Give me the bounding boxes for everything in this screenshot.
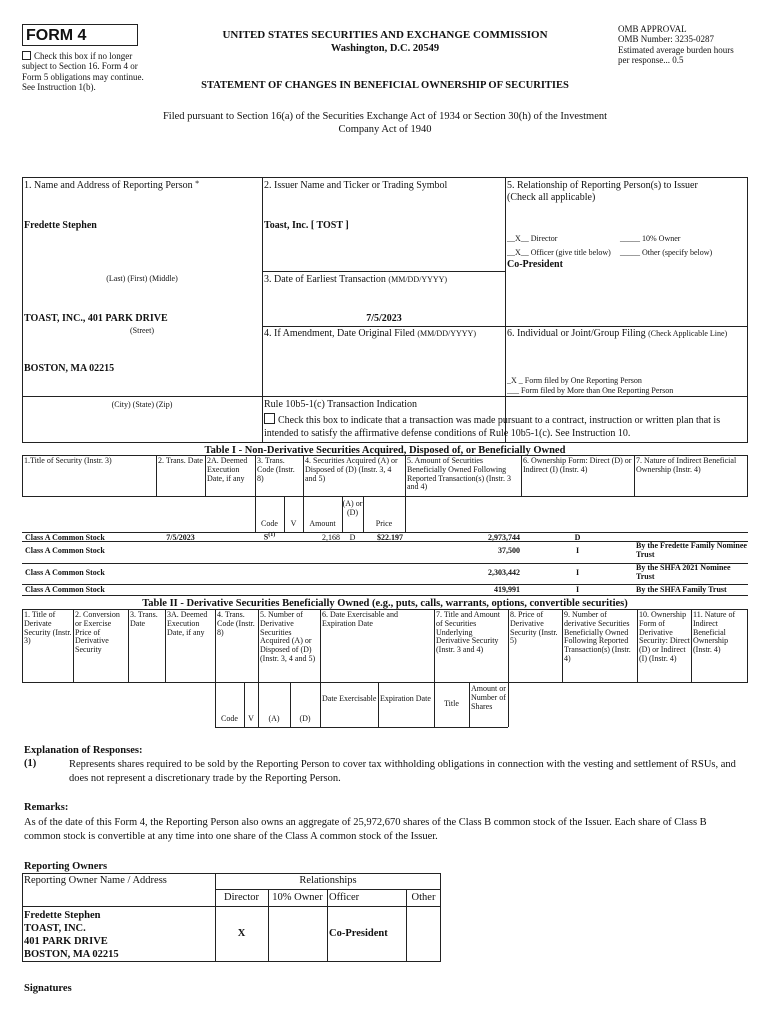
- t1-col-form: 6. Ownership Form: Direct (D) or Indirect (I) (Instr. 4): [523, 456, 632, 474]
- signatures-heading: Signatures: [24, 983, 72, 994]
- omb-approval: OMB APPROVAL: [618, 24, 687, 34]
- earliest-transaction-label: 3. Date of Earliest Transaction (MM/DD/YYYY): [264, 274, 448, 285]
- owner-director: X: [237, 928, 246, 939]
- earliest-transaction-value: 7/5/2023: [366, 313, 402, 324]
- t1-row-title: Class A Common Stock: [25, 546, 105, 555]
- t1-row-date: 7/5/2023: [166, 533, 195, 542]
- owner-officer: Co-President: [329, 928, 388, 939]
- explanation-num: (1): [24, 758, 37, 769]
- officer-title: Co-President: [507, 259, 563, 270]
- owners-col-officer: Officer: [329, 892, 360, 903]
- t1-row-owned: 2,973,744: [488, 533, 520, 542]
- explanation-text: Represents shares required to be sold by the Reporting Person to cover tax withholding obligations in connection with the vesting and settlement of RSUs, and does not represent a discretionary trade by the Reporting Person.: [69, 759, 736, 784]
- owner-name-address: Fredette Stephen TOAST, INC. 401 PARK DRIVE BOSTON, MA 02215: [24, 910, 119, 961]
- t1-sub-v: V: [290, 519, 297, 528]
- t1-row-form: I: [575, 546, 580, 555]
- no-longer-subject-text: Check this box if no longer subject to Section 16. Form 4 or Form 5 obligations may continue. See Instruction 1(b).: [22, 51, 144, 93]
- omb-number: OMB Number: 3235-0287: [618, 34, 714, 45]
- issuer-value: Toast, Inc. [ TOST ]: [264, 220, 349, 231]
- t2-col-title: 1. Title of Derivate Security (Instr. 3): [24, 610, 72, 646]
- t1-row-form: D: [574, 533, 581, 542]
- form-title-box: [22, 24, 138, 46]
- grid-divider: [22, 396, 748, 397]
- t1-row-owned: 2,303,442: [488, 568, 520, 577]
- t2-col-date: 3. Trans. Date: [130, 610, 158, 628]
- grid-divider: [262, 271, 506, 272]
- t2-col-owned: 9. Number of derivative Securities Beneficially Owned Following Reported Transaction(s) (Instr. 4): [564, 610, 631, 663]
- reporting-person-name: Fredette Stephen: [24, 220, 97, 231]
- city-caption: (City) (State) (Zip): [111, 400, 173, 409]
- amendment-label: 4. If Amendment, Date Original Filed (MM/DD/YYYY): [264, 328, 476, 339]
- t2-col-deemed: 3A. Deemed Execution Date, if any: [167, 610, 208, 637]
- t2-col-conversion: 2. Conversion or Exercise Price of Derivative Security: [75, 610, 120, 655]
- t1-row-nature: By the Fredette Family Nominee Trust: [636, 541, 747, 559]
- t1-row-owned: 37,500: [498, 546, 520, 555]
- reporting-person-street: TOAST, INC., 401 PARK DRIVE: [24, 313, 168, 324]
- filing-type-label: 6. Individual or Joint/Group Filing (Check Applicable Line): [507, 328, 728, 339]
- rule-text: Check this box to indicate that a transaction was made pursuant to a contract, instruction or written plan that is intended to satisfy the affirmative defense conditions of Rule 10b5-1(c). See Instruction 10.: [264, 415, 721, 439]
- t2-sub-exp: Expiration Date: [380, 694, 431, 703]
- filing-more-persons: ___ Form filed by More than One Reporting Person: [507, 386, 674, 395]
- t2-col-price: 8. Price of Derivative Security (Instr. 5): [510, 610, 558, 646]
- rule-checkbox[interactable]: [264, 413, 275, 424]
- reporting-person-label: 1. Name and Address of Reporting Person *: [24, 179, 200, 191]
- statement-title: STATEMENT OF CHANGES IN BENEFICIAL OWNERSHIP OF SECURITIES: [201, 80, 569, 91]
- owners-col-director: Director: [224, 892, 259, 903]
- t1-col-date: 2. Trans. Date: [158, 456, 203, 465]
- t1-row-amount: 2,168: [322, 533, 340, 542]
- t1-row-title: Class A Common Stock: [25, 568, 105, 577]
- t1-col-nature: 7. Nature of Indirect Beneficial Ownership (Instr. 4): [636, 456, 737, 474]
- street-caption: (Street): [130, 326, 154, 335]
- t2-col-underlying: 7. Title and Amount of Securities Underlying Derivative Security (Instr. 3 and 4): [436, 610, 501, 655]
- t1-row-title: Class A Common Stock: [25, 585, 105, 594]
- t1-sub-code: Code: [261, 519, 278, 528]
- relationship-other: _____ Other (specify below): [620, 248, 713, 257]
- rule-label: Rule 10b5-1(c) Transaction Indication: [264, 399, 418, 410]
- omb-burden: Estimated average burden hours per response... 0.5: [618, 44, 734, 66]
- t2-sub-code: Code: [221, 714, 238, 723]
- name-caption: (Last) (First) (Middle): [106, 274, 178, 283]
- t1-row-title: Class A Common Stock: [25, 533, 105, 542]
- t1-row-owned: 419,991: [494, 585, 520, 594]
- t1-row-code: $S^{(1)}$: [263, 532, 276, 542]
- owners-col-ten: 10% Owner: [272, 892, 323, 903]
- filed-pursuant-text: Filed pursuant to Section 16(a) of the Securities Exchange Act of 1934 or Section 30(h) of the Investment Company Act of 1940: [162, 111, 608, 135]
- relationship-ten-pct: _____ 10% Owner: [620, 234, 681, 243]
- t1-col-owned: 5. Amount of Securities Beneficially Owned Following Reported Transaction(s) (Instr. 3 and 4): [407, 456, 511, 492]
- t1-row-nature: By the SHFA 2021 Nominee Trust: [636, 563, 731, 581]
- t1-row-nature: By the SHFA Family Trust: [636, 585, 727, 594]
- no-longer-subject-checkbox-area: [22, 51, 154, 92]
- t1-sub-aord: (A) or (D): [342, 499, 363, 517]
- form-title: FORM 4: [26, 27, 87, 44]
- issuer-label: 2. Issuer Name and Ticker or Trading Symbol: [264, 180, 448, 191]
- relationship-label: 5. Relationship of Reporting Person(s) to Issuer (Check all applicable): [507, 180, 698, 203]
- relationship-officer: __X__ Officer (give title below): [507, 248, 611, 257]
- table1-title: Table I - Non-Derivative Securities Acquired, Disposed of, or Beneficially Owned: [204, 445, 566, 456]
- t2-sub-v: V: [248, 714, 254, 723]
- relationship-director: __X__ Director: [507, 234, 558, 243]
- t2-col-form: 10. Ownership Form of Derivative Security: Direct (D) or Indirect (I) (Instr. 4): [639, 610, 690, 663]
- t1-row-form: I: [575, 568, 580, 577]
- grid-divider: [262, 177, 263, 443]
- table2-title: Table II - Derivative Securities Beneficially Owned (e.g., puts, calls, warrants, options, convertible securities): [142, 598, 628, 609]
- agency-city: Washington, D.C. 20549: [330, 43, 440, 54]
- t1-col-deemed: 2A. Deemed Execution Date, if any: [207, 456, 248, 483]
- owners-col-name: Reporting Owner Name / Address: [24, 875, 167, 886]
- t1-row-price: $22.197: [377, 533, 403, 542]
- t1-col-code: 3. Trans. Code (Instr. 8): [257, 456, 295, 483]
- reporting-person-city: BOSTON, MA 02215: [24, 363, 115, 374]
- grid-divider: [505, 177, 506, 443]
- agency-name: UNITED STATES SECURITIES AND EXCHANGE COMMISSION: [222, 29, 548, 41]
- t2-sub-a: (A): [268, 714, 280, 723]
- t2-sub-d: (D): [299, 714, 311, 723]
- owners-col-other: Other: [411, 892, 436, 903]
- owners-heading: Reporting Owners: [24, 861, 108, 872]
- t2-sub-amount: Amount or Number of Shares: [471, 684, 506, 711]
- t1-sub-price: Price: [375, 519, 393, 528]
- t2-col-nature: 11. Nature of Indirect Beneficial Ownership (Instr. 4): [693, 610, 736, 655]
- t1-col-acquired: 4. Securities Acquired (A) or Disposed of (D) (Instr. 3, 4 and 5): [305, 456, 398, 483]
- t2-col-number: 5. Number of Derivative Securities Acquired (A) or Disposed of (D) (Instr. 3, 4 and 5): [260, 610, 316, 663]
- remarks-text: As of the date of this Form 4, the Reporting Person also owns an aggregate of 25,972,670 shares of the Class B common stock of the Issuer. Each share of Class B common stock is convertible at any time into one share of the Class A common stock of the Issuer.: [24, 817, 707, 842]
- omb-approval-block: [618, 24, 743, 65]
- t1-row-aord: D: [349, 533, 356, 542]
- t2-col-exercisable: 6. Date Exercisable and Expiration Date: [322, 610, 398, 628]
- no-longer-subject-checkbox[interactable]: [22, 51, 31, 60]
- remarks-heading: Remarks:: [24, 802, 69, 813]
- t2-sub-title: Title: [444, 699, 459, 708]
- t2-sub-date-ex: Date Exercisable: [322, 694, 377, 703]
- t1-col-title: 1.Title of Security (Instr. 3): [24, 456, 112, 465]
- owners-col-relationships: Relationships: [299, 875, 357, 886]
- rule-checkbox-area: [264, 413, 746, 440]
- filing-one-person: _X _ Form filed by One Reporting Person: [507, 376, 642, 385]
- explanation-heading: Explanation of Responses:: [24, 745, 143, 756]
- t1-sub-amount: Amount: [309, 519, 336, 528]
- t1-row-form: I: [575, 585, 580, 594]
- grid-divider: [262, 326, 748, 327]
- t2-col-code: 4. Trans. Code (Instr. 8): [217, 610, 255, 637]
